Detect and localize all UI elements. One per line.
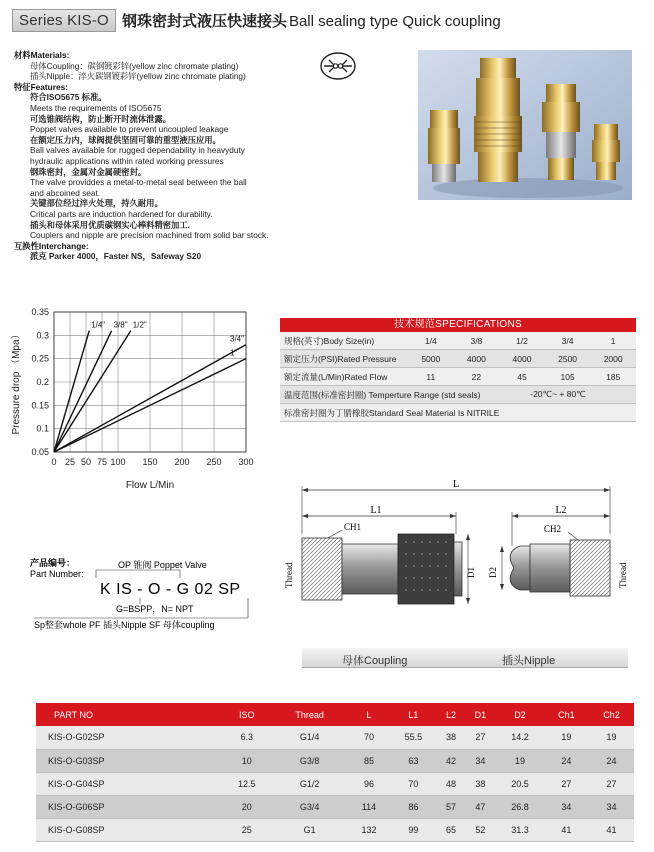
series-label: 1" [230,348,238,358]
series-label: 1/2" [132,320,147,330]
pressure-drop-chart [8,300,270,500]
spec-value: 2500 [558,353,578,364]
table-cell: 70 [349,726,390,749]
table-cell: G1/4 [271,726,349,749]
temperature-label: 温度范围(标准密封圈) Temperture Range (std seals) [284,389,481,400]
table-cell: G1 [271,818,349,841]
table-cell: 27 [589,772,634,795]
spec-value: 45 [517,371,527,382]
product-photo [418,50,632,200]
spec-value: 1/2 [516,335,528,346]
table-cell: 86 [390,795,438,818]
series-line [54,331,112,452]
table-cell: G3/4 [271,795,349,818]
page-title [122,10,501,31]
spec-value: 2000 [603,353,623,364]
dim-CH2-label: CH2 [544,524,562,534]
y-tick-label: 0.3 [36,330,49,341]
poppet-note: OP 锥阀 Poppet Valve [118,560,207,570]
table-cell: 26.8 [496,795,544,818]
x-tick-label: 0 [51,457,57,467]
features-list [14,92,314,240]
y-tick-label: 0.35 [31,307,49,317]
y-tick-label: 0.1 [36,423,49,434]
table-cell: 19 [589,726,634,749]
x-tick-label: 150 [142,457,158,467]
spec-value: 11 [426,371,436,382]
spec-value: 22 [471,371,482,382]
col-header: D1 [465,703,496,726]
thread-right-label: Thread [618,562,628,588]
col-header: Ch1 [544,703,589,726]
table-cell: KIS-O-G08SP [36,818,223,841]
dimension-drawing [278,478,634,628]
materials-coupling: 母体Coupling：碳钢镀彩锌(yellow zinc chromate plating) [30,60,239,71]
spec-row-temperature [280,386,636,404]
table-cell: 47 [465,795,496,818]
spec-value: 1/4 [424,335,437,346]
thread-left-label: Thread [284,562,294,588]
feature-line: Poppet valves available to prevent uncoupled leakage [30,124,229,135]
spec-row-values [408,354,636,364]
table-cell: 14.2 [496,726,544,749]
table-cell: 42 [437,749,464,772]
x-tick-label: 50 [80,457,92,467]
table-cell: 12.5 [223,772,271,795]
table-cell: 55.5 [390,726,438,749]
spec-row-seal [280,404,636,422]
feature-line: Meets the requirements of ISO5675 [30,102,162,113]
dim-D2-label: D2 [488,567,498,578]
x-tick-label: 25 [64,457,76,467]
table-cell: 114 [349,795,390,818]
table-cell: 38 [465,772,496,795]
spec-value: 185 [606,371,621,382]
table-row [36,795,634,818]
x-tick-label: 300 [238,457,254,467]
y-tick-label: 0.2 [36,377,49,387]
col-header: ISO [223,703,271,726]
feature-line: Ball valves available for rugged dependability in heavyduty [30,145,245,156]
table-cell: 34 [465,749,496,772]
interchange-heading: 互换性Interchange: [14,240,89,251]
col-header: Thread [271,703,349,726]
x-tick-label: 75 [96,457,108,467]
spec-value: 4000 [512,353,532,364]
spec-row [280,332,636,350]
spec-row-label: 额定压力(PSI)Rated Pressure [284,353,397,364]
y-tick-label: 0.05 [31,447,49,457]
table-cell: 24 [544,749,589,772]
part-number-label-en: Part Number: [30,569,84,579]
table-cell: 31.3 [496,818,544,841]
table-cell: 38 [437,726,464,749]
feature-line: Couplers and nipple are precision machined from solid bar stock. [30,230,269,241]
x-tick-label: 250 [206,457,222,467]
spec-value: 5000 [421,353,441,364]
part-number-label-cn: 产品编号： [30,558,76,568]
spec-value: 3/4 [561,335,574,346]
table-cell: 132 [349,818,390,841]
caption-coupling: 母体Coupling [342,655,408,667]
table-cell: 24 [589,749,634,772]
y-tick-label: 0.25 [31,353,49,364]
table-cell: 99 [390,818,438,841]
title-cn: 钢珠密封式液压快速接头 [121,12,287,30]
feature-line: The valve providdes a metal-to-metal seal between the ball [30,177,247,188]
dim-L2-label: L2 [555,505,567,516]
spec-row-values [408,336,636,346]
feature-line: 可选锥阀结构，防止断开时流体泄露。 [30,113,172,124]
series-label: 3/8" [113,320,128,330]
feature-line: 在额定压力内，球阀提供坚固可靠的重型液压应用。 [30,134,221,145]
materials-heading: 材料Materials: [14,50,70,60]
dim-D1-label: D1 [466,567,476,578]
parts-dimension-table [36,703,634,842]
specifications-table [280,318,636,422]
chart-x-axis-label: Flow L/Min [125,480,175,491]
thread-type-note: G=BSPP，N= NPT [116,604,194,614]
dim-L1-label: L1 [370,505,382,516]
table-cell: 20.5 [496,772,544,795]
table-cell: 27 [544,772,589,795]
table-cell: KIS-O-G06SP [36,795,223,818]
table-cell: KIS-O-G02SP [36,726,223,749]
features-heading: 特征Features: [14,81,68,92]
series-line [54,331,89,452]
spec-row-label: 规格(英寸)Body Size(in) [284,335,375,346]
table-cell: 10 [223,749,271,772]
parts-table-body [36,726,634,841]
feature-line: hydraulic applications within rated working pressures [30,155,224,166]
dim-CH1-label: CH1 [344,522,362,532]
table-row [36,749,634,772]
feature-line: and abcoined seat. [30,187,101,198]
table-cell: 41 [544,818,589,841]
table-cell: 41 [589,818,634,841]
table-cell: 25 [223,818,271,841]
feature-line: 钢珠密封，金属对金属硬密封。 [30,166,147,177]
spec-row [280,350,636,368]
table-cell: 27 [465,726,496,749]
col-header: L1 [390,703,438,726]
col-header: L2 [437,703,464,726]
table-cell: 96 [349,772,390,795]
table-cell: 34 [544,795,589,818]
col-header: D2 [496,703,544,726]
ball-valve-symbol-icon [318,50,358,82]
product-info [14,50,314,262]
table-cell: 19 [496,749,544,772]
table-cell: G1/2 [271,772,349,795]
spec-value: 4000 [466,353,486,364]
drawing-caption [302,648,628,668]
series-tag: Series KIS-O [12,9,116,32]
page-header [12,6,642,34]
table-cell: 70 [390,772,438,795]
table-cell: 6.3 [223,726,271,749]
title-en: Ball sealing type Quick coupling [288,12,501,30]
table-cell: 57 [437,795,464,818]
table-cell: KIS-O-G04SP [36,772,223,795]
spec-row-values [408,372,636,382]
dim-L-label: L [452,479,460,490]
col-header: PART NO [36,703,223,726]
col-header: Ch2 [589,703,634,726]
spec-row [280,368,636,386]
table-cell: 63 [390,749,438,772]
table-cell: 48 [437,772,464,795]
table-cell: G3/8 [271,749,349,772]
suffix-note: Sp整套whole PF 插头Nipple SF 母体coupling [34,620,215,630]
x-tick-label: 100 [110,457,126,467]
y-tick-label: 0.15 [31,400,49,411]
table-row [36,818,634,841]
seal-material-note: 标准密封圈为丁腈橡胶Standard Seal Material Is NITRILE [284,407,500,418]
parts-table-header-row [36,703,634,726]
part-number-key [30,558,270,638]
spec-value: 3/8 [470,335,483,346]
table-cell: 20 [223,795,271,818]
caption-nipple: 插头Nipple [502,655,556,667]
interchange-text: 派克 Parker 4000，Faster NS，Safeway S20 [30,251,202,262]
spec-value: 1 [610,335,616,346]
col-header: L [349,703,390,726]
table-cell: 52 [465,818,496,841]
table-cell: 34 [589,795,634,818]
feature-line: 符合ISO5675 标准。 [30,92,107,103]
spec-value: 105 [560,371,575,382]
x-tick-label: 200 [174,457,190,467]
temperature-value: -20℃~ + 80℃ [530,389,586,399]
feature-line: 插头和母体采用优质碳钢实心棒料精密加工. [30,219,190,230]
table-cell: 19 [544,726,589,749]
specifications-title: 技术规范SPECIFICATIONS [280,318,636,332]
part-number-code: K IS - O - G 02 SP [100,581,241,598]
table-cell: 85 [349,749,390,772]
table-row [36,726,634,749]
table-row [36,772,634,795]
feature-line: 关键部位经过淬火处理，持久耐用。 [30,198,163,209]
materials-nipple: 插头Nipple：淬火碳钢镀彩锌(yellow zinc chromate plating) [30,71,246,82]
spec-row-label: 额定流量(L/Min)Rated Flow [284,371,388,382]
table-cell: 65 [437,818,464,841]
feature-line: Critical parts are induction hardened for durability. [30,208,213,219]
series-label: 3/4" [230,334,244,344]
table-cell: KIS-O-G03SP [36,749,223,772]
chart-y-axis-label: Pressure drop （Mpa） [11,329,22,435]
series-label: 1/4" [91,320,106,330]
